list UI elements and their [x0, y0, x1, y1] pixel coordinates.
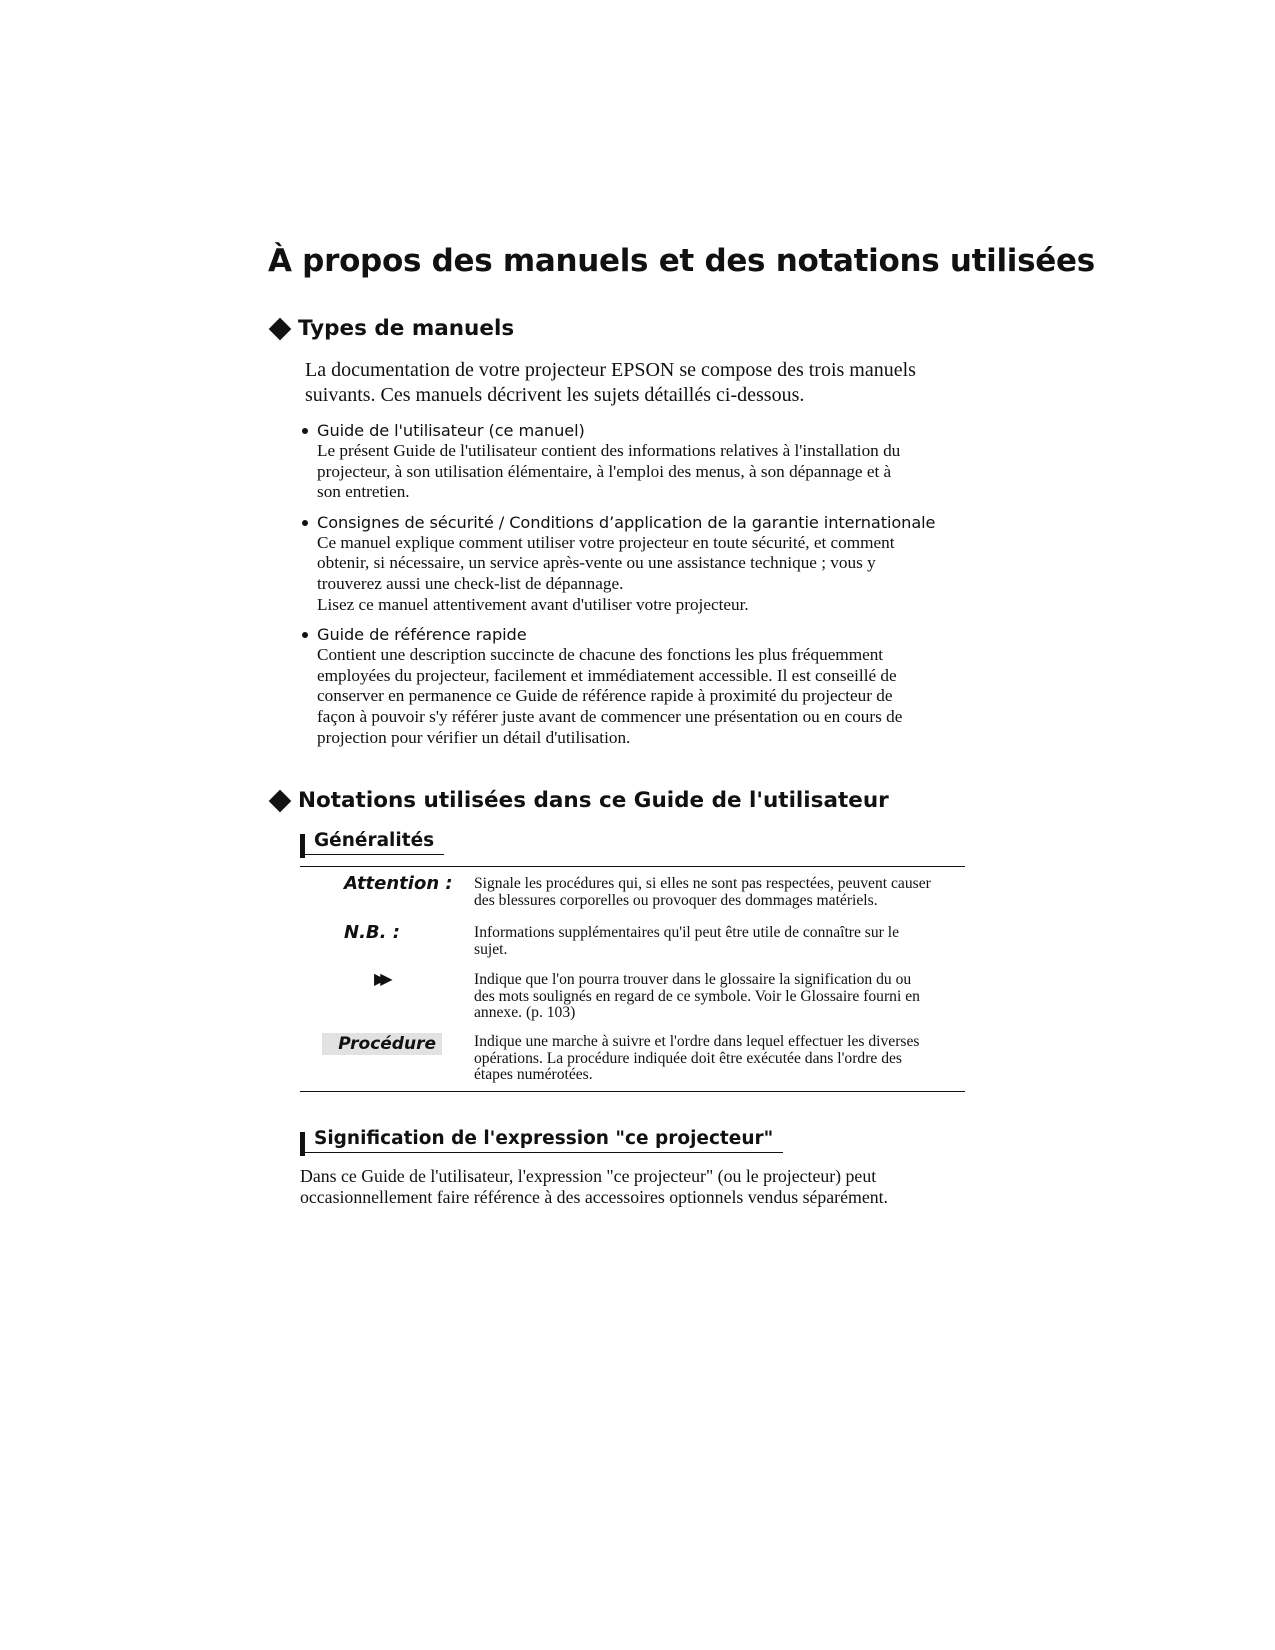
manual-types-list	[300, 420, 970, 757]
notation-table	[300, 866, 965, 1092]
bullet-dot-icon	[302, 520, 308, 526]
bullet-dot-icon	[302, 428, 308, 434]
bullet-dot-icon	[302, 632, 308, 638]
notation-description	[474, 1034, 964, 1084]
description-line: opérations. La procédure indiquée doit être exécutée dans l'ordre des	[474, 1049, 902, 1067]
description-line: Informations supplémentaires qu'il peut être utile de connaître sur le	[474, 924, 900, 941]
procedure-badge	[322, 1033, 442, 1055]
description-line: des mots soulignés en regard de ce symbole. Voir le Glossaire fourni en	[474, 987, 920, 1005]
diamond-bullet-icon	[269, 317, 292, 340]
types-intro	[305, 358, 965, 408]
paragraph-line: Dans ce Guide de l'utilisateur, l'expression "ce projecteur" (ou le projecteur) peut	[300, 1166, 877, 1186]
body-line: trouverez aussi une check-list de dépannage.	[317, 573, 624, 593]
list-item-body	[317, 441, 970, 503]
notation-label: Procédure	[338, 1034, 436, 1054]
list-item-body	[317, 533, 970, 615]
body-line: projecteur, à son utilisation élémentaire, à l'emploi des menus, à son dépannage et à	[317, 461, 892, 481]
body-line: conserver en permanence ce Guide de référence rapide à proximité du projecteur de	[317, 686, 893, 706]
list-item-title: Guide de référence rapide	[317, 625, 527, 645]
subheading-text: Signification de l'expression "ce projecteur"	[314, 1128, 774, 1149]
intro-line: suivants. Ces manuels décrivent les sujets détaillés ci-dessous.	[305, 384, 805, 406]
body-line: Ce manuel explique comment utiliser votre projecteur en toute sécurité, et comment	[317, 532, 895, 552]
intro-line: La documentation de votre projecteur EPSON se compose des trois manuels	[305, 359, 916, 381]
section-heading-notations	[268, 788, 889, 813]
diamond-bullet-icon	[269, 789, 292, 812]
subheading-bar-icon	[300, 834, 305, 858]
notation-description	[474, 925, 964, 958]
description-line: Signale les procédures qui, si elles ne sont pas respectées, peuvent causer	[474, 875, 931, 892]
list-item-title: Consignes de sécurité / Conditions d’application de la garantie internationale	[317, 512, 936, 532]
description-line: Indique que l'on pourra trouver dans le glossaire la signification du ou	[474, 971, 912, 988]
description-line: des blessures corporelles ou provoquer des dommages matériels.	[474, 891, 878, 909]
paragraph-line: occasionnellement faire référence à des accessoires optionnels vendus séparément.	[300, 1187, 888, 1207]
body-line: employées du projecteur, facilement et immédiatement accessible. Il est conseillé de	[317, 665, 897, 685]
body-line: son entretien.	[317, 482, 410, 502]
description-line: Indique une marche à suivre et l'ordre dans lequel effectuer les diverses	[474, 1033, 920, 1050]
notation-description	[474, 972, 964, 1022]
description-line: étapes numérotées.	[474, 1066, 593, 1084]
page-title: À propos des manuels et des notations utilisées	[268, 243, 1095, 279]
subheading-generalites	[300, 830, 444, 855]
subheading-bar-icon	[300, 1132, 305, 1156]
subheading-signification	[300, 1128, 783, 1153]
section-heading-text: Types de manuels	[298, 316, 515, 341]
body-line: Le présent Guide de l'utilisateur contient des informations relatives à l'installation du	[317, 441, 901, 460]
list-item-title: Guide de l'utilisateur (ce manuel)	[317, 421, 585, 440]
body-line: façon à pouvoir s'y référer juste avant de commencer une présentation ou en cours de	[317, 706, 903, 726]
signification-paragraph	[300, 1166, 970, 1208]
list-item	[300, 512, 970, 615]
section-heading-types	[268, 316, 514, 341]
body-line: obtenir, si nécessaire, un service après-vente ou une assistance technique ; vous y	[317, 553, 876, 573]
list-item-body	[317, 645, 970, 748]
description-line: sujet.	[474, 940, 508, 958]
subheading-text: Généralités	[314, 830, 435, 851]
notation-label: Attention :	[344, 873, 453, 894]
list-item	[300, 420, 970, 503]
notation-description	[474, 876, 964, 909]
body-line: projection pour vérifier un détail d'utilisation.	[317, 727, 631, 747]
description-line: annexe. (p. 103)	[474, 1004, 576, 1022]
body-line: Lisez ce manuel attentivement avant d'utiliser votre projecteur.	[317, 594, 749, 614]
double-arrow-right-icon: ▶▶	[374, 969, 387, 988]
list-item	[300, 624, 970, 748]
notation-label: N.B. :	[344, 922, 400, 943]
section-heading-text: Notations utilisées dans ce Guide de l'utilisateur	[298, 788, 889, 813]
body-line: Contient une description succincte de chacune des fonctions les plus fréquemment	[317, 645, 884, 665]
